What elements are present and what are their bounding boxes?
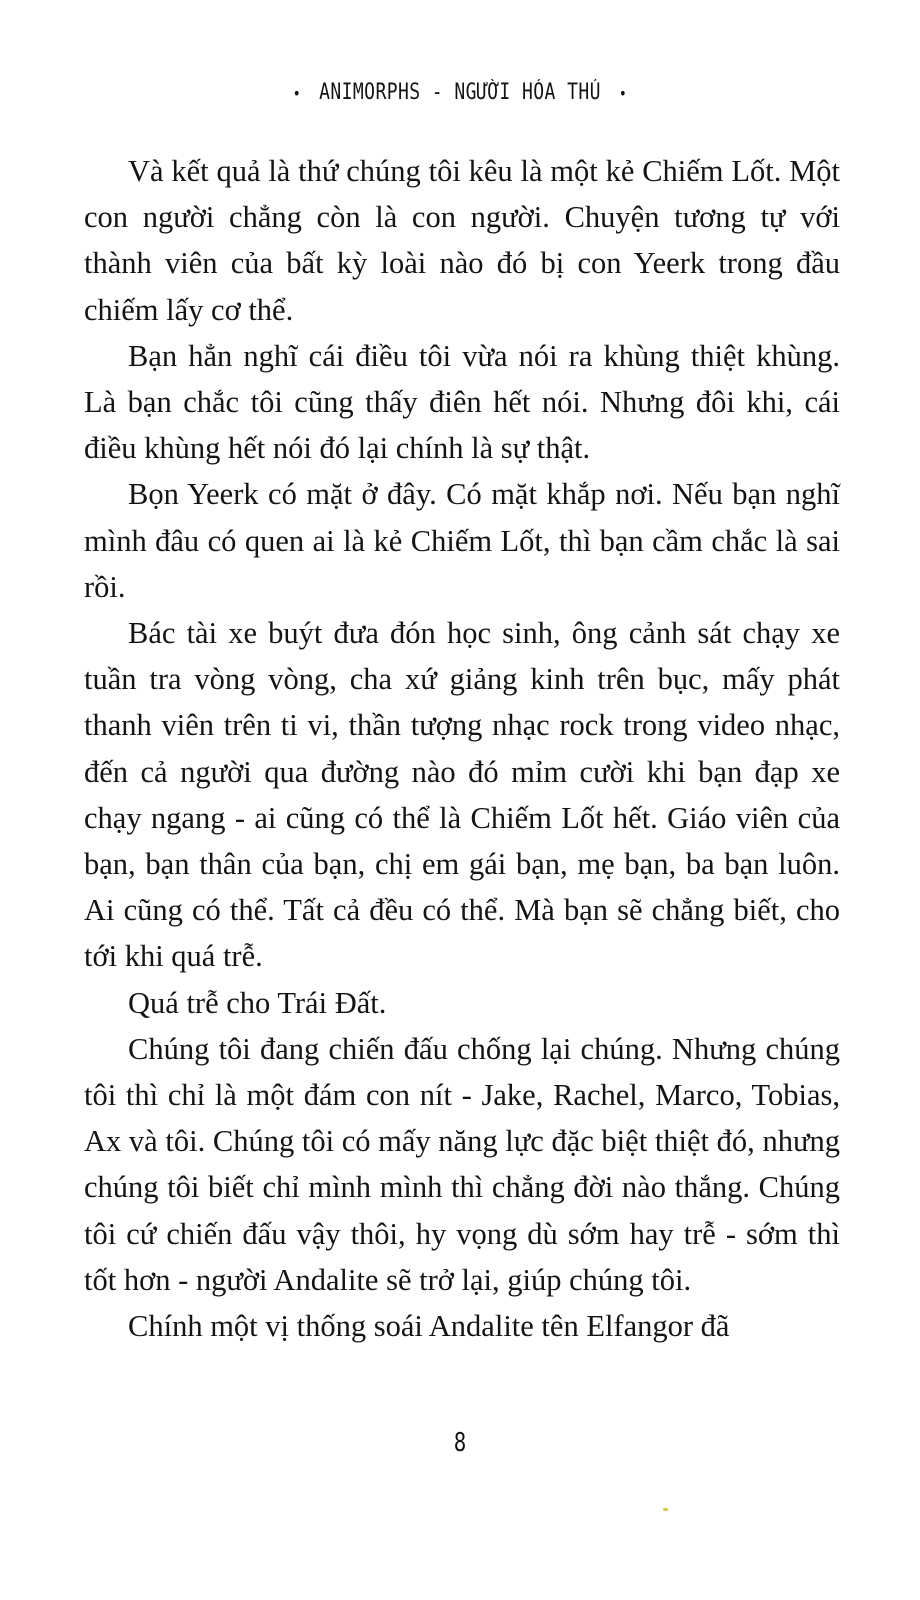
body-text — [84, 148, 840, 1349]
paragraph: Bác tài xe buýt đưa đón học sinh, ông cảnh sát chạy xe tuần tra vòng vòng, cha xứ giảng kinh trên bục, mấy phát thanh viên trên ti vi, thần tượng nhạc rock trong video nhạc, đến cả người qua đường nào đó mỉm cười khi bạn đạp xe chạy ngang - ai cũng có thể là Chiếm Lốt hết. Giáo viên của bạn, bạn thân của bạn, chị em gái bạn, mẹ bạn, ba bạn luôn. Ai cũng có thể. Tất cả đều có thể. Mà bạn sẽ chẳng biết, cho tới khi quá trễ. — [84, 616, 840, 974]
paragraph: Chính một vị thống soái Andalite tên Elfangor đã — [128, 1309, 730, 1344]
paragraph: Quá trễ cho Trái Đất. — [128, 985, 387, 1020]
header-title: ANIMORPHS - NGƯỜI HÓA THÚ — [319, 80, 601, 105]
header-bullet-right: • — [618, 83, 628, 103]
paragraph: Bạn hẳn nghĩ cái điều tôi vừa nói ra khùng thiệt khùng. Là bạn chắc tôi cũng thấy điên hết nói. Nhưng đôi khi, cái điều khùng hết nói đó lại chính là sự thật. — [84, 338, 840, 466]
paragraph: Và kết quả là thứ chúng tôi kêu là một kẻ Chiếm Lốt. Một con người chẳng còn là con người. Chuyện tương tự với thành viên của bất kỳ loài nào đó bị con Yeerk trong đầu chiếm lấy cơ thể. — [84, 154, 840, 327]
paragraph: Chúng tôi đang chiến đấu chống lại chúng. Nhưng chúng tôi thì chỉ là một đám con nít - Jake, Rachel, Marco, Tobias, Ax và tôi. Chúng tôi có mấy năng lực đặc biệt thiệt đó, nhưng chúng tôi biết chỉ mình mình thì chẳng đời nào thắng. Chúng tôi cứ chiến đấu vậy thôi, hy vọng dù sớm hay trễ - sớm thì tốt hơn - người Andalite sẽ trở lại, giúp chúng tôi. — [84, 1031, 840, 1297]
page-number: 8 — [453, 1428, 467, 1458]
paragraph: Bọn Yeerk có mặt ở đây. Có mặt khắp nơi. Nếu bạn nghĩ mình đâu có quen ai là kẻ Chiếm Lốt, thì bạn cầm chắc là sai rồi. — [84, 477, 840, 604]
header-bullet-left: • — [292, 83, 302, 103]
scan-speck — [663, 1508, 668, 1511]
running-header — [83, 80, 837, 105]
